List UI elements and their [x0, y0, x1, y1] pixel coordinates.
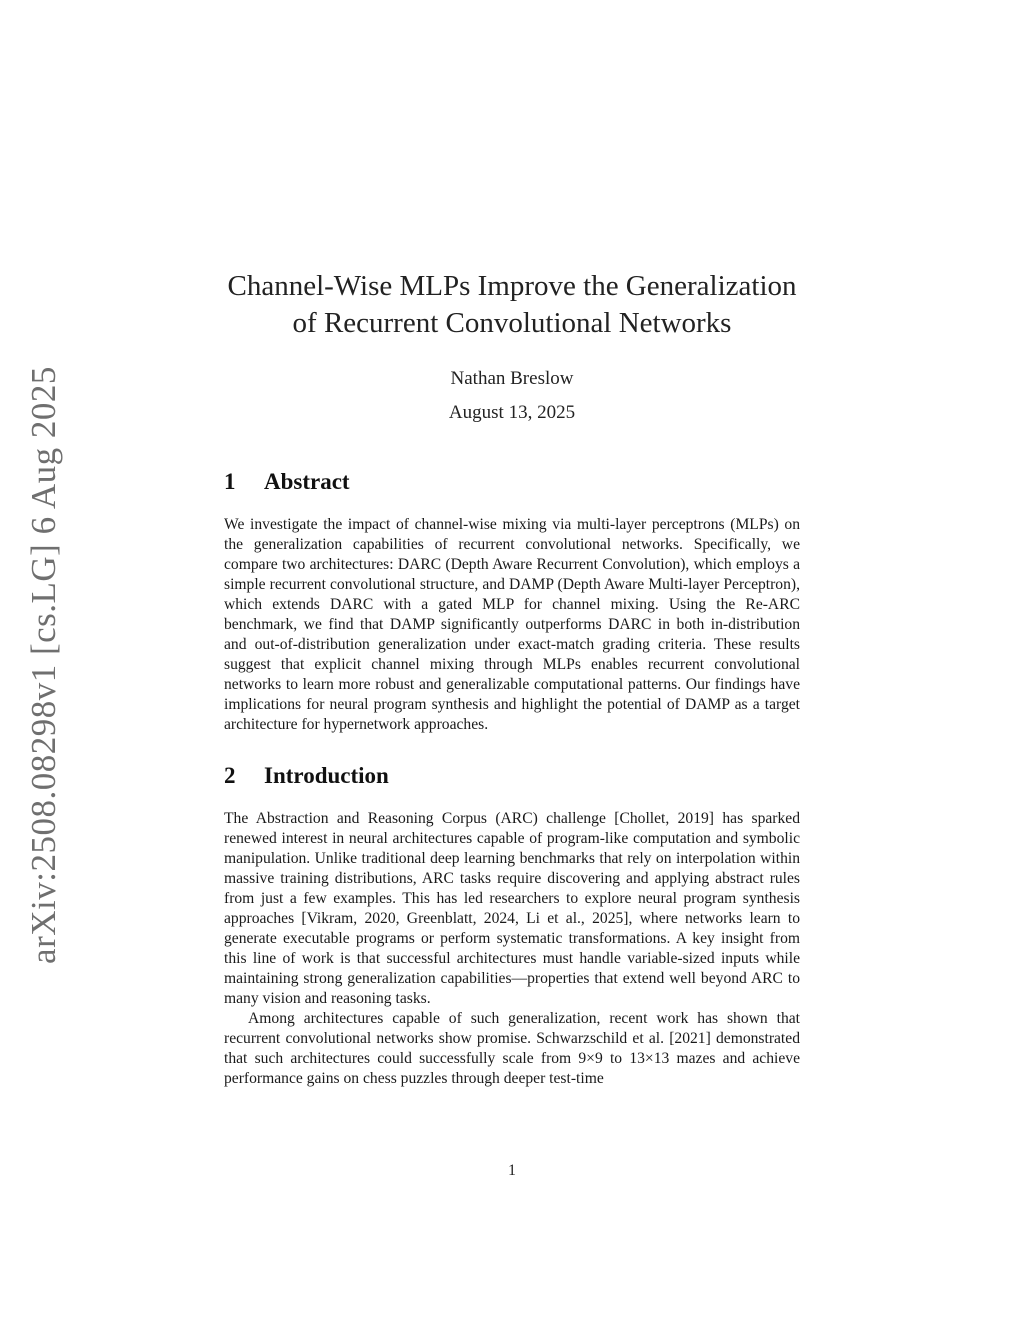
introduction-paragraph: The Abstraction and Reasoning Corpus (ARC) challenge [Chollet, 2019] has sparked renewed interest in neural architectures capable of program-like computation and symbolic manipulation. Unlike traditional deep learning benchmarks that rely on interpolation within massive training distributions, ARC tasks require discovering and applying abstract rules from just a few examples. This has led researchers to explore neural program synthesis approaches [Vikram, 2020, Greenblatt, 2024, Li et al., 2025], where networks learn to generate executable programs or perform systematic transformations. A key insight from this line of work is that successful architectures must handle variable-sized inputs while maintaining strong generalization capabilities—properties that extend well beyond ARC to many vision and reasoning tasks.	[224, 810, 800, 1007]
paper-page-content	[224, 268, 800, 1089]
section-heading-introduction	[224, 763, 800, 789]
section-number: 1	[224, 469, 236, 494]
introduction-paragraph: Among architectures capable of such generalization, recent work has shown that recurrent convolutional networks show promise. Schwarzschild et al. [2021] demonstrated that such architectures could successfully scale from 9×9 to 13×13 mazes and achieve performance gains on chess puzzles through deeper test-time	[224, 1010, 800, 1087]
paper-date: August 13, 2025	[448, 402, 576, 423]
section-heading-abstract	[224, 469, 800, 495]
paper-author: Nathan Breslow	[450, 368, 574, 389]
paper-title: Channel-Wise MLPs Improve the Generalization of Recurrent Convolutional Networks	[227, 270, 797, 339]
section-number: 2	[224, 763, 236, 788]
arxiv-identifier-text: arXiv:2508.08298v1 [cs.LG] 6 Aug 2025	[24, 366, 63, 964]
page-number: 1	[508, 1162, 516, 1179]
section-title: Introduction	[264, 763, 389, 788]
abstract-paragraph: We investigate the impact of channel-wise mixing via multi-layer perceptrons (MLPs) on the generalization capabilities of recurrent convolutional networks. Specifically, we compare two architectures: DARC (Depth Aware Recurrent Convolution), which employs a simple recurrent convolutional structure, and DAMP (Depth Aware Multi-layer Perceptron), which extends DARC with a gated MLP for channel mixing. Using the Re-ARC benchmark, we find that DAMP significantly outperforms DARC in both in-distribution and out-of-distribution generalization under exact-match grading criteria. These results suggest that explicit channel mixing through MLPs enables recurrent convolutional networks to learn more robust and generalizable computational patterns. Our findings have implications for neural program synthesis and highlight the potential of DAMP as a target architecture for hypernetwork approaches.	[224, 516, 800, 733]
section-title: Abstract	[264, 469, 350, 494]
